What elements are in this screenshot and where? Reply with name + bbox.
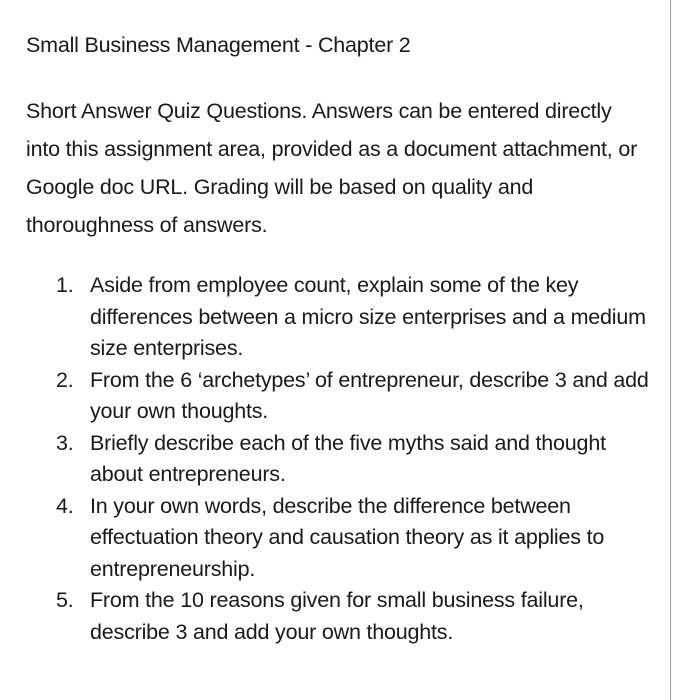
list-item	[56, 270, 656, 365]
scrollbar-edge	[670, 0, 685, 700]
question-number: 4.	[56, 493, 74, 518]
question-text: Aside from employee count, explain some of the key differences between a micro size enterprises and a medium size enterprises.	[90, 273, 646, 360]
question-number: 1.	[56, 273, 74, 297]
question-number: 3.	[56, 430, 74, 455]
page-title: Small Business Management - Chapter 2	[26, 33, 411, 57]
question-text: From the 10 reasons given for small business failure, describe 3 and add your own thoughts.	[90, 588, 584, 644]
question-text: In your own words, describe the difference between effectuation theory and causation theory as it applies to entrepreneurship.	[90, 493, 605, 581]
list-item	[56, 491, 656, 586]
question-text: Briefly describe each of the five myths said and thought about entrepreneurs.	[90, 430, 606, 486]
question-number: 2.	[56, 367, 74, 392]
list-item	[56, 585, 656, 648]
question-list	[56, 270, 656, 648]
intro-paragraph: Short Answer Quiz Questions. Answers can be entered directly into this assignment area, provided as a document attachment, or Google doc URL. Grading will be based on quality and thoroughness of answers.	[26, 99, 638, 237]
question-text: From the 6 ‘archetypes’ of entrepreneur, describe 3 and add your own thoughts.	[90, 367, 649, 423]
list-item	[56, 428, 656, 491]
question-number: 5.	[56, 588, 74, 612]
list-item	[56, 365, 656, 428]
